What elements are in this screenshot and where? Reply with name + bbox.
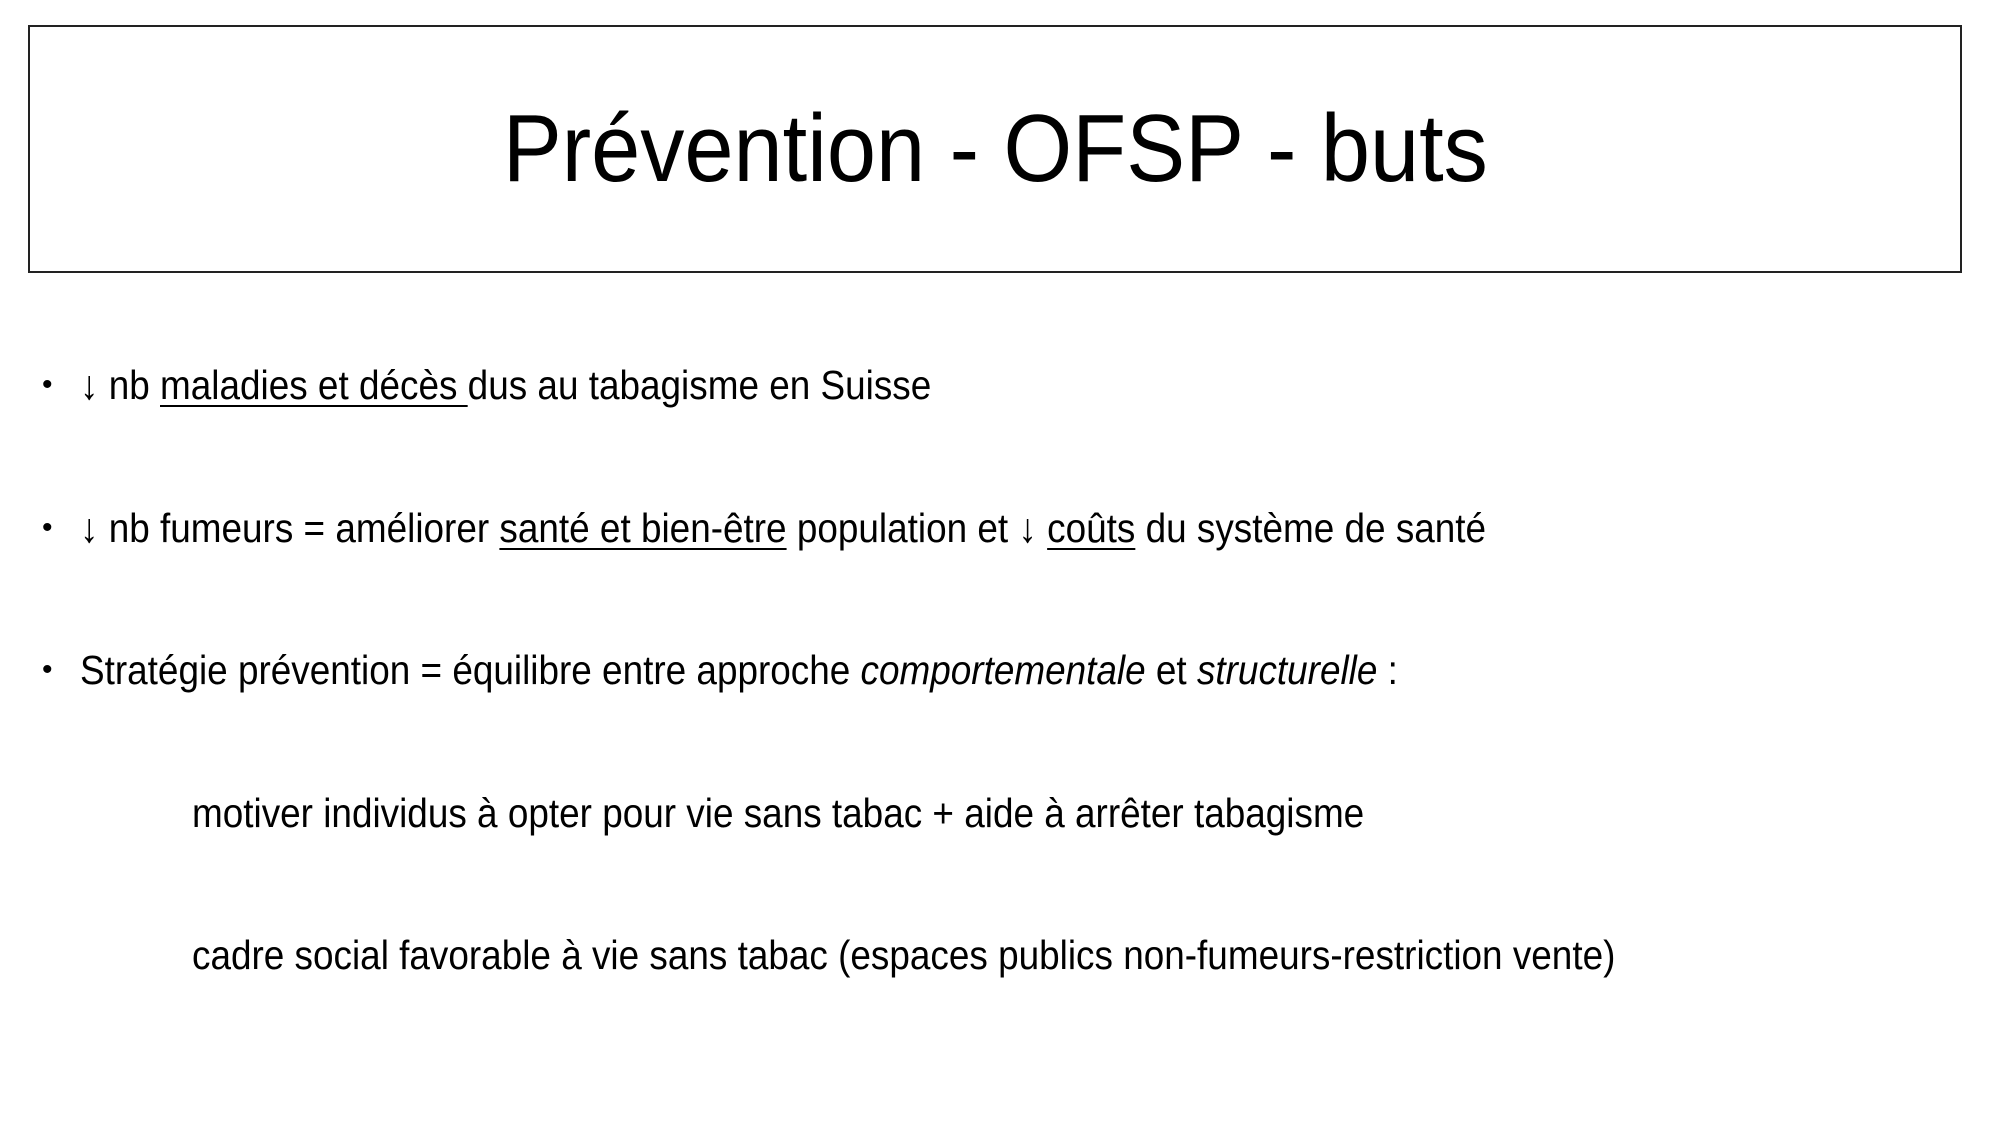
italic-text: structurelle [1196,647,1378,693]
underlined-text: coûts [1047,505,1136,551]
down-arrow-icon: ↓ [80,362,99,408]
down-arrow-icon: ↓ [80,505,99,551]
bullet-2 [80,498,1486,558]
title-box [28,25,1962,273]
text: dus au tabagisme en Suisse [467,362,932,408]
text: du système de santé [1135,505,1487,551]
text: population et [786,505,1019,551]
bullet-3 [80,640,1398,700]
bullet-marker: • [42,653,53,686]
bullet-marker: • [42,368,53,401]
italic-text: comportementale [860,647,1146,693]
sub-item-2: cadre social favorable à vie sans tabac (espaces publics non-fumeurs-restriction vente) [192,932,1616,978]
underlined-text: maladies et décès [160,362,468,408]
slide-title: Prévention - OFSP - buts [502,95,1488,202]
text: nb [98,362,161,408]
text: nb fumeurs = améliorer [98,505,500,551]
bullet-1 [80,355,931,415]
bullet-marker: • [42,511,53,544]
text: Stratégie prévention = équilibre entre approche [80,647,861,693]
text: et [1145,647,1197,693]
text [1037,505,1047,551]
down-arrow-icon: ↓ [1018,505,1037,551]
text: : [1377,647,1398,693]
underlined-text: santé et bien-être [499,505,787,551]
sub-item-1: motiver individus à opter pour vie sans tabac + aide à arrêter tabagisme [192,790,1365,836]
